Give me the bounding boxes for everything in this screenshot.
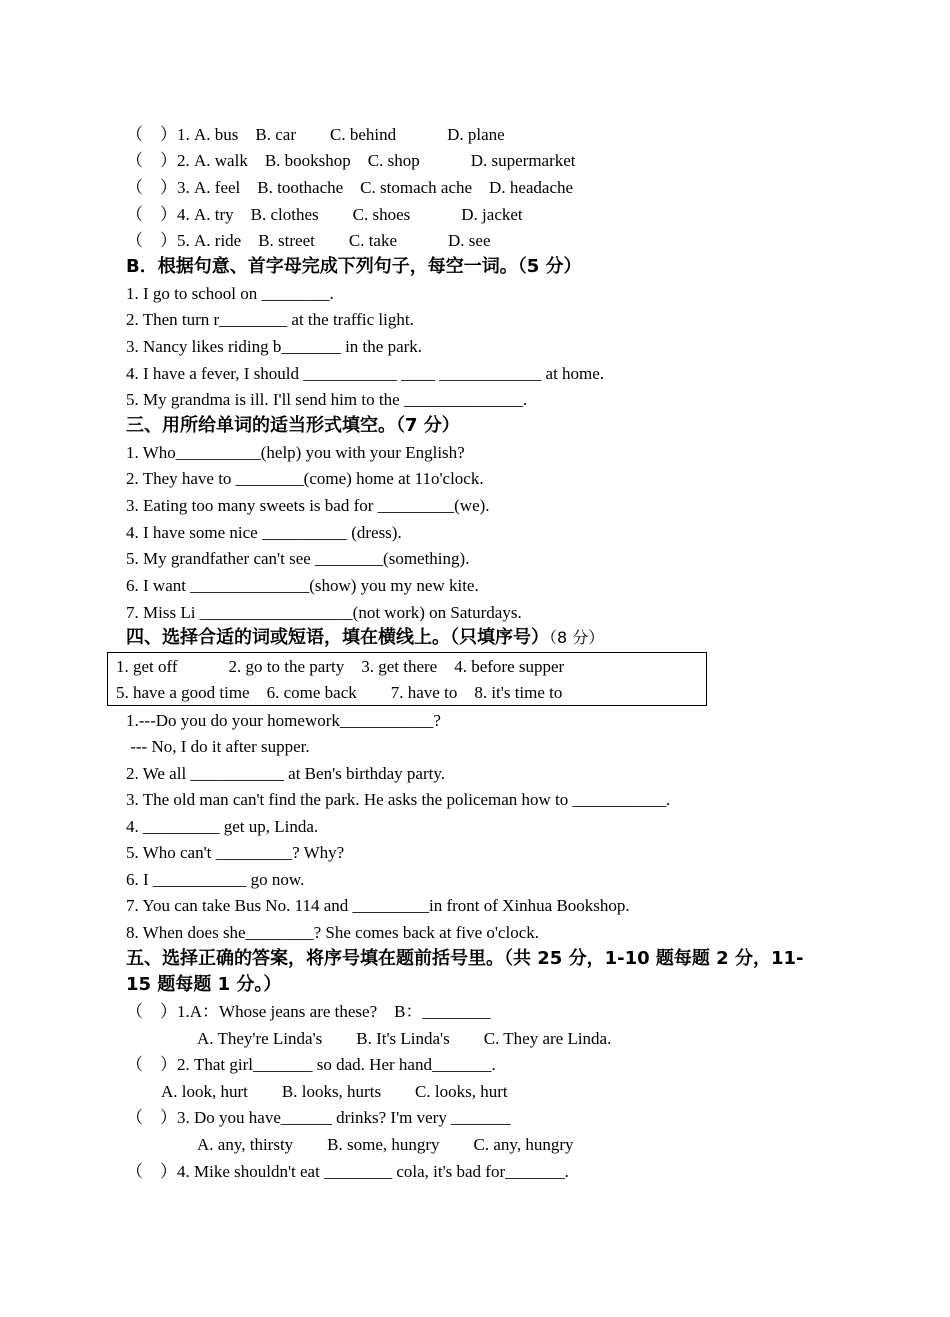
section-b-item-2: 2. Then turn r________ at the traffic light. bbox=[126, 310, 414, 329]
section-5-q4: （ ）4. Mike shouldn't eat ________ cola, it's bad for_______. bbox=[126, 1162, 569, 1181]
section-4-item-2: 2. We all ___________ at Ben's birthday party. bbox=[126, 764, 445, 783]
section-a-item-3: （ ）3. A. feel B. toothache C. stomach ache D. headache bbox=[126, 178, 574, 197]
section-4-item-1-answer: --- No, I do it after supper. bbox=[126, 737, 310, 756]
word-bank-row-2: 5. have a good time 6. come back 7. have to 8. it's time to bbox=[116, 683, 563, 702]
section-5-q3-options: A. any, thirsty B. some, hungry C. any, hungry bbox=[197, 1135, 574, 1154]
section-4-item-3: 3. The old man can't find the park. He asks the policeman how to ___________. bbox=[126, 790, 671, 809]
section-5-q1: （ ）1.A：Whose jeans are these? B：________ bbox=[126, 1002, 491, 1021]
section-b-heading: B．根据句意、首字母完成下列句子，每空一词。（5 分） bbox=[126, 256, 582, 277]
section-5-q2: （ ）2. That girl_______ so dad. Her hand_______. bbox=[126, 1055, 496, 1074]
section-5-heading-line-2: 15 题每题 1 分。） bbox=[126, 974, 282, 995]
section-a-item-4: （ ）4. A. try B. clothes C. shoes D. jacket bbox=[126, 205, 523, 224]
section-5-heading-line-1: 五、选择正确的答案，将序号填在题前括号里。（共 25 分，1-10 题每题 2 分，11- bbox=[126, 948, 804, 969]
section-b-item-5: 5. My grandma is ill. I'll send him to the ______________. bbox=[126, 390, 528, 409]
section-a-item-5: （ ）5. A. ride B. street C. take D. see bbox=[126, 231, 491, 250]
section-a-item-1: （ ）1. A. bus B. car C. behind D. plane bbox=[126, 125, 505, 144]
section-b-item-1: 1. I go to school on ________. bbox=[126, 284, 334, 303]
section-5-q2-options: A. look, hurt B. looks, hurts C. looks, hurt bbox=[161, 1082, 508, 1101]
section-3-item-4: 4. I have some nice __________ (dress). bbox=[126, 523, 402, 542]
section-3-item-6: 6. I want ______________(show) you my new kite. bbox=[126, 576, 479, 595]
section-5-q3: （ ）3. Do you have______ drinks? I'm very _______ bbox=[126, 1108, 511, 1127]
section-3-item-3: 3. Eating too many sweets is bad for _________(we). bbox=[126, 496, 490, 515]
section-4-heading bbox=[126, 627, 604, 649]
section-4-score: （8 分） bbox=[549, 628, 605, 647]
section-4-item-5: 5. Who can't _________? Why? bbox=[126, 843, 345, 862]
section-3-heading: 三、用所给单词的适当形式填空。（7 分） bbox=[126, 415, 460, 436]
section-3-item-1: 1. Who__________(help) you with your English? bbox=[126, 443, 465, 462]
section-4-item-4: 4. _________ get up, Linda. bbox=[126, 817, 319, 836]
section-4-item-1: 1.---Do you do your homework___________? bbox=[126, 711, 441, 730]
word-bank-row-1: 1. get off 2. go to the party 3. get there 4. before supper bbox=[116, 657, 565, 676]
section-a-item-2: （ ）2. A. walk B. bookshop C. shop D. supermarket bbox=[126, 151, 576, 170]
section-b-item-3: 3. Nancy likes riding b_______ in the park. bbox=[126, 337, 423, 356]
section-4-item-6: 6. I ___________ go now. bbox=[126, 870, 305, 889]
section-4-item-7: 7. You can take Bus No. 114 and _________in front of Xinhua Bookshop. bbox=[126, 896, 630, 915]
section-4-item-8: 8. When does she________? She comes back at five o'clock. bbox=[126, 923, 539, 942]
section-5-q1-options: A. They're Linda's B. It's Linda's C. They are Linda. bbox=[197, 1029, 612, 1048]
section-3-item-7: 7. Miss Li __________________(not work) on Saturdays. bbox=[126, 603, 522, 622]
section-3-item-2: 2. They have to ________(come) home at 11o'clock. bbox=[126, 469, 484, 488]
section-b-item-4: 4. I have a fever, I should ___________ ____ ____________ at home. bbox=[126, 364, 605, 383]
section-3-item-5: 5. My grandfather can't see ________(something). bbox=[126, 549, 470, 568]
section-4-heading-text: 四、选择合适的词或短语，填在横线上。（只填序号） bbox=[126, 627, 549, 648]
